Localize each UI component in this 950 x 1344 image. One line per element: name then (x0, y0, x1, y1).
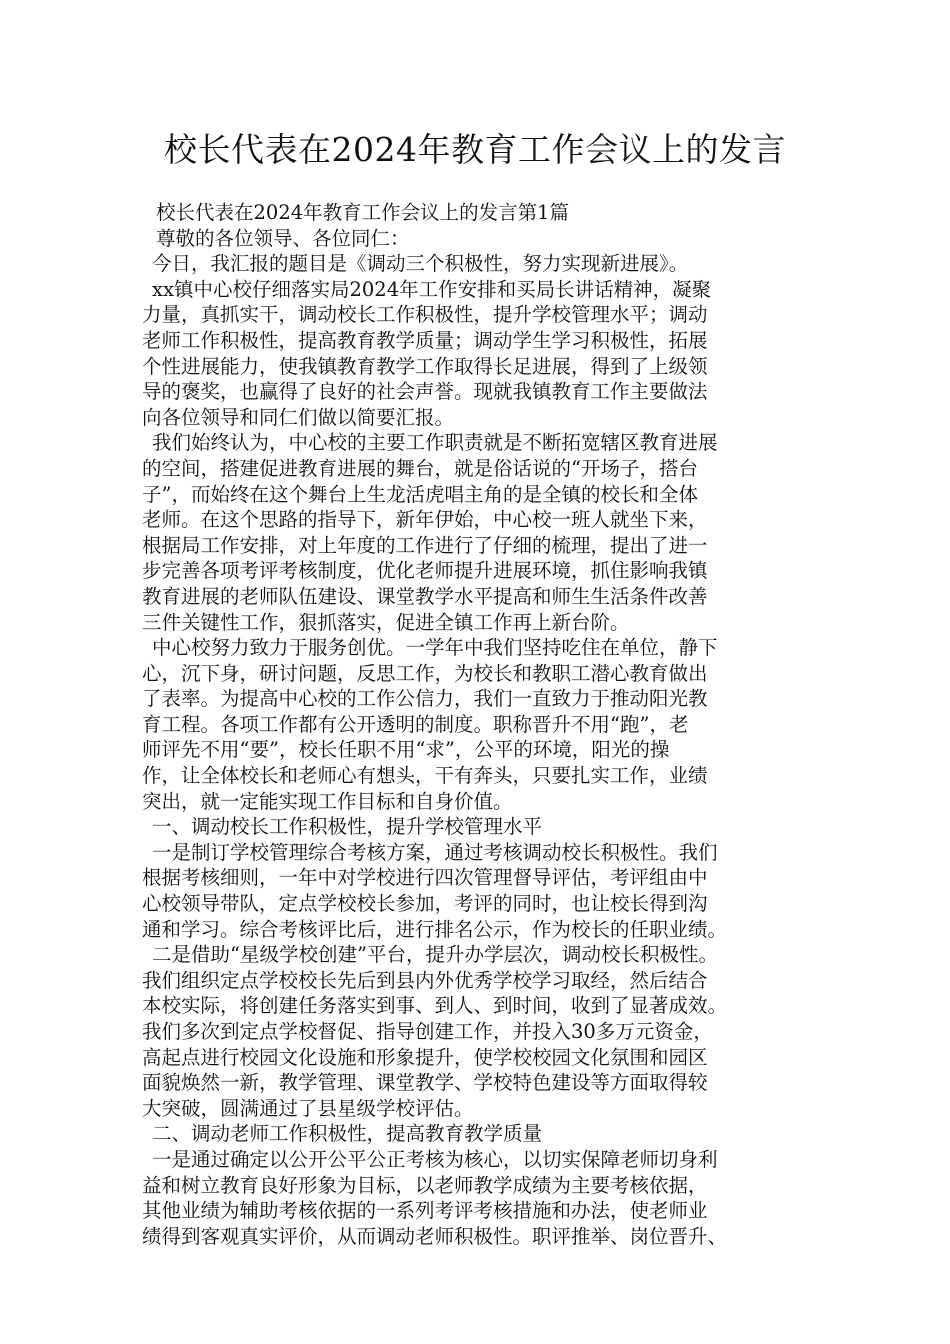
text-line: 其他业绩为辅助考核依据的一系列考评考核措施和办法，使老师业 (142, 1199, 708, 1223)
text-line: 老师。在这个思路的指导下，新年伊始，中心校一班人就坐下来， (142, 508, 708, 532)
text-line: 心校领导带队，定点学校校长参加，考评的同时，也让校长得到沟 (142, 892, 708, 916)
text-line: 一是制订学校管理综合考核方案，通过考核调动校长积极性。我们 (152, 840, 718, 864)
text-line: 二、调动老师工作积极性，提高教育教学质量 (152, 1122, 543, 1146)
text-line: 益和树立教育良好形象为目标，以老师教学成绩为主要考核依据， (142, 1173, 708, 1197)
text-line: 一是通过确定以公开公平公正考核为核心，以切实保障老师切身利 (152, 1147, 718, 1171)
text-line: 我们多次到定点学校督促、指导创建工作，并投入30多万元资金， (142, 1020, 713, 1043)
text-line: 导的褒奖，也赢得了良好的社会声誉。现就我镇教育工作主要做法 (142, 380, 708, 404)
text-line: 通和学习。综合考核评比后，进行排名公示，作为校长的任职业绩。 (142, 917, 728, 941)
text-line: 步完善各项考评考核制度，优化老师提升进展环境，抓住影响我镇 (142, 559, 708, 583)
text-line: 个性进展能力，使我镇教育教学工作取得长足进展，得到了上级领 (142, 354, 708, 378)
text-line: 力量，真抓实干，调动校长工作积极性，提升学校管理水平；调动 (142, 303, 708, 327)
text-line: 心，沉下身，研讨问题，反思工作，为校长和教职工潜心教育做出 (142, 661, 708, 685)
text-line: 了表率。为提高中心校的工作公信力，我们一直致力于推动阳光教 (142, 687, 708, 711)
text-line: 三件关键性工作，狠抓落实，促进全镇工作再上新台阶。 (142, 610, 630, 634)
text-line: 大突破，圆满通过了县星级学校评估。 (142, 1096, 474, 1120)
text-line: 作，让全体校长和老师心有想头，干有奔头，只要扎实工作，业绩 (142, 764, 708, 788)
text-line: 子”，而始终在这个舞台上生龙活虎唱主角的是全镇的校长和全体 (142, 482, 698, 506)
text-line: 教育进展的老师队伍建设、课堂教学水平提高和师生生活条件改善 (142, 584, 708, 608)
text-line: 面貌焕然一新，教学管理、课堂教学、学校特色建设等方面取得较 (142, 1071, 708, 1095)
document-body (142, 200, 824, 1249)
text-line: 向各位领导和同仁们做以简要汇报。 (142, 405, 455, 429)
text-line: 突出，就一定能实现工作目标和自身价值。 (142, 789, 513, 813)
text-line: 老师工作积极性，提高教育教学质量；调动学生学习积极性，拓展 (142, 328, 708, 352)
text-line: 高起点进行校园文化设施和形象提升，使学校校园文化氛围和园区 (142, 1045, 708, 1069)
text-line: 我们组织定点学校校长先后到县内外优秀学校学习取经，然后结合 (142, 968, 708, 992)
text-line: 育工程。各项工作都有公开透明的制度。职称晋升不用“跑”，老 (142, 712, 689, 736)
text-line: 绩得到客观真实评价，从而调动老师积极性。职评推举、岗位晋升、 (142, 1224, 728, 1248)
text-line: xx镇中心校仔细落实局2024年工作安排和买局长讲话精神，凝聚 (152, 277, 712, 301)
text-line: 二是借助“星级学校创建”平台，提升办学层次，调动校长积极性。 (152, 943, 718, 967)
text-line: 校长代表在2024年教育工作会议上的发言第1篇 (156, 201, 570, 224)
text-line: 的空间，搭建促进教育进展的舞台，就是俗话说的“开场子，搭台 (142, 456, 698, 480)
text-line: 中心校努力致力于服务创优。一学年中我们坚持吃住在单位，静下 (152, 636, 718, 660)
text-line: 根据考核细则，一年中对学校进行四次管理督导评估，考评组由中 (142, 866, 708, 890)
text-line: 师评先不用“要”，校长任职不用“求”，公平的环境，阳光的操 (142, 738, 670, 762)
text-line: 本校实际，将创建任务落实到事、到人、到时间，收到了显著成效。 (142, 994, 728, 1018)
text-line: 尊敬的各位领导、各位同仁： (156, 226, 410, 250)
text-line: 一、调动校长工作积极性，提升学校管理水平 (152, 815, 543, 839)
text-line: 根据局工作安排，对上年度的工作进行了仔细的梳理，提出了进一 (142, 533, 708, 557)
text-line: 今日，我汇报的题目是《调动三个积极性，努力实现新进展》。 (152, 252, 689, 276)
text-line: 我们始终认为，中心校的主要工作职责就是不断拓宽辖区教育进展 (152, 431, 718, 455)
document-title: 校长代表在2024年教育工作会议上的发言 (164, 130, 786, 169)
